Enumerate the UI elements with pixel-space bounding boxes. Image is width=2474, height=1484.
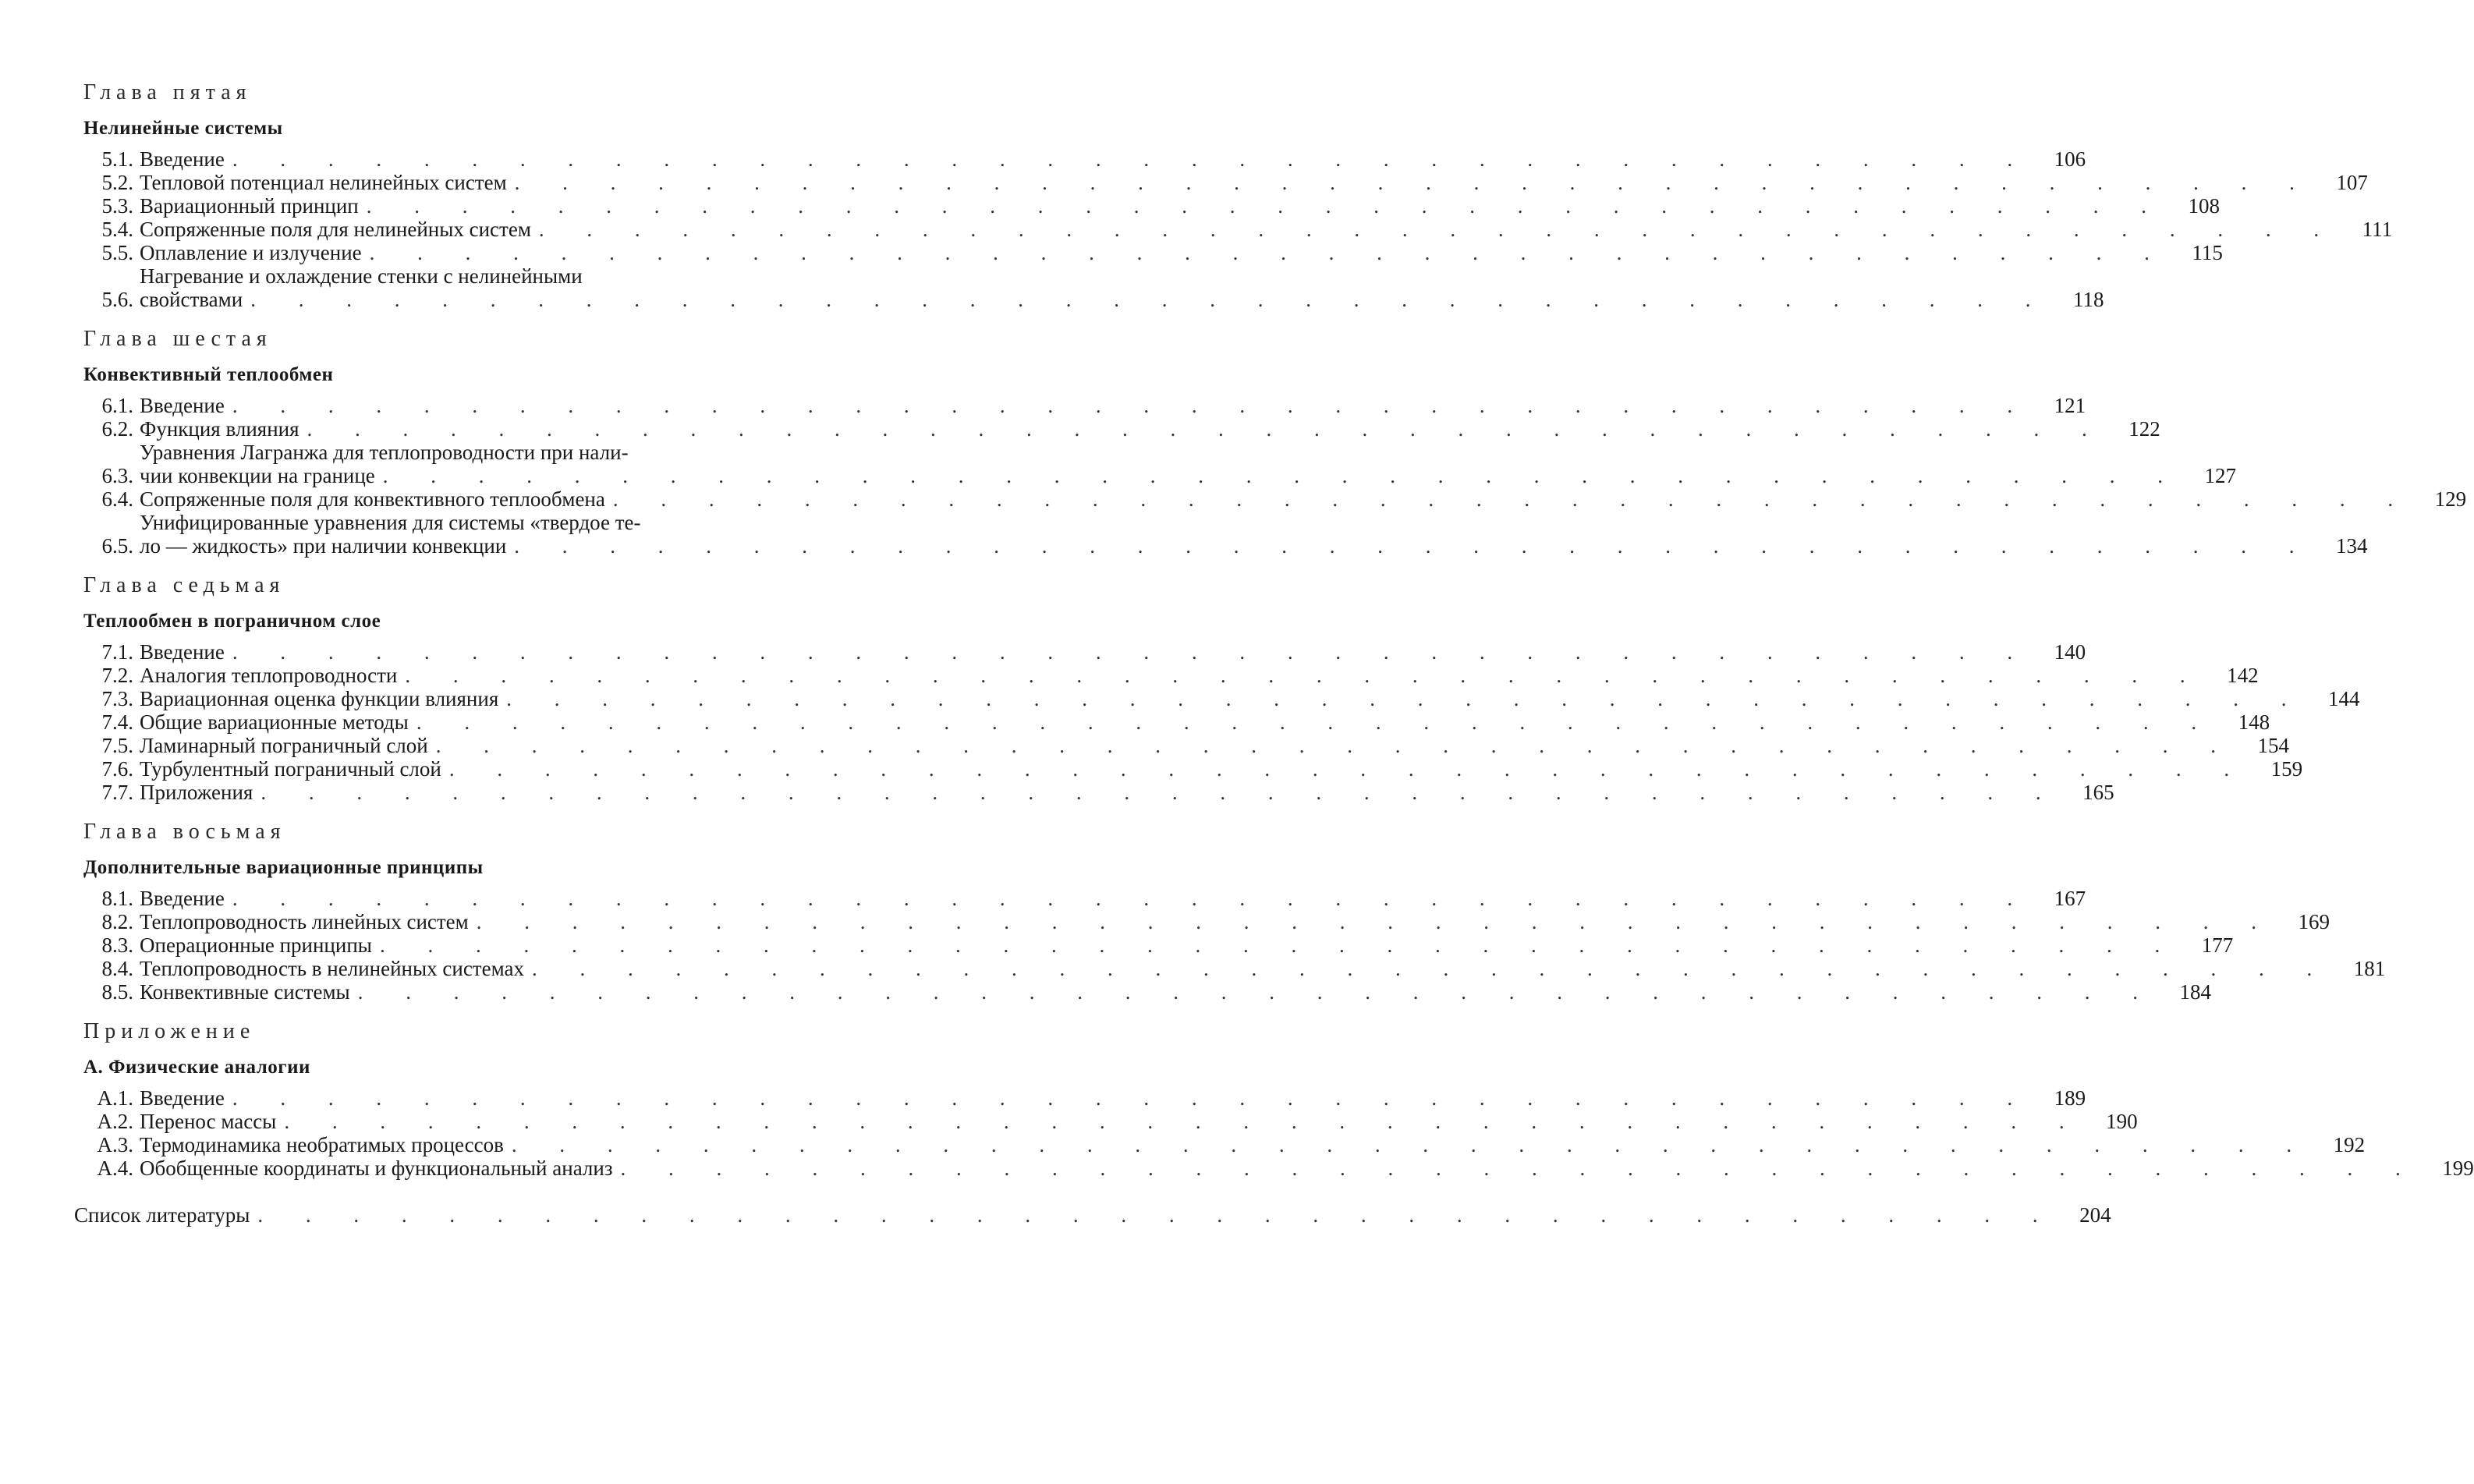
entry-line <box>140 147 2031 171</box>
page-number: 144 <box>2328 687 2360 710</box>
entry-text <box>140 1156 2419 1180</box>
toc-entry <box>74 910 2330 933</box>
dot-leader <box>441 757 2248 781</box>
entry-line <box>140 218 2338 241</box>
toc-entry <box>74 710 2270 734</box>
entry-text <box>140 1133 2310 1156</box>
entry-title: Введение <box>140 147 225 171</box>
entry-line <box>140 1133 2310 1156</box>
entry-title: свойствами <box>140 288 243 311</box>
page-number: 204 <box>2079 1203 2111 1227</box>
toc-entry <box>74 394 2086 417</box>
dot-leader <box>524 957 2330 980</box>
chapter-title: Дополнительные вариационные принципы <box>83 857 484 878</box>
entry-number: 6.3. <box>101 464 133 487</box>
entry-title: Приложения <box>140 781 253 804</box>
chapter-title: Конвективный теплообмен <box>83 364 334 385</box>
entry-text <box>140 781 2060 804</box>
toc-entry <box>74 511 2368 558</box>
entry-text <box>140 887 2031 910</box>
toc-entry <box>74 781 2114 804</box>
entry-line <box>140 417 2106 441</box>
entry-number: 6.2. <box>101 417 133 441</box>
entry-text <box>140 1110 2083 1133</box>
entry-line <box>140 1110 2083 1133</box>
entry-number: А.1. <box>97 1086 133 1110</box>
entry-text <box>140 487 2412 511</box>
dot-leader <box>605 487 2412 511</box>
toc-entry <box>74 933 2234 957</box>
entry-text <box>140 417 2106 441</box>
dot-leader <box>372 933 2178 957</box>
entry-number: 5.4. <box>101 218 133 241</box>
dot-leader <box>225 1086 2031 1110</box>
entry-title: Вариационная оценка функции влияния <box>140 687 499 710</box>
page-number: 121 <box>2054 394 2086 417</box>
bibliography-line <box>74 1203 2057 1227</box>
page-number: 199 <box>2442 1156 2474 1180</box>
entry-text <box>140 241 2168 264</box>
page-number: 142 <box>2227 664 2259 687</box>
page-number: 181 <box>2353 957 2386 980</box>
page-number: 159 <box>2270 757 2303 781</box>
page-number: 107 <box>2336 171 2368 194</box>
toc-entry <box>74 664 2259 687</box>
chapter-label: Глава пятая <box>83 80 252 104</box>
entry-title: Введение <box>140 887 225 910</box>
dot-leader <box>253 781 2059 804</box>
dot-leader <box>225 640 2031 664</box>
toc-entry <box>74 957 2386 980</box>
entry-title: Термодинамика необратимых процессов <box>140 1133 504 1156</box>
toc-entry <box>74 171 2368 194</box>
entry-line <box>140 194 2165 218</box>
entry-number: 7.4. <box>101 710 133 734</box>
dot-leader <box>506 534 2313 558</box>
dot-leader <box>531 218 2338 241</box>
page-number: 115 <box>2192 241 2223 264</box>
entry-line <box>140 171 2313 194</box>
chapter-label: Глава шестая <box>83 327 272 351</box>
entry-title: Функция влияния <box>140 417 300 441</box>
page-number: 190 <box>2106 1110 2138 1133</box>
toc-entry <box>74 441 2237 487</box>
entry-text <box>140 640 2031 664</box>
chapter-title: Нелинейные системы <box>83 118 283 139</box>
toc-entry <box>74 264 2104 311</box>
entry-title: Ламинарный пограничный слой <box>140 734 428 757</box>
dot-leader <box>276 1110 2082 1133</box>
entry-line <box>140 734 2235 757</box>
toc-entry <box>74 757 2303 781</box>
entry-text <box>140 757 2248 781</box>
entry-number: 5.3. <box>101 194 133 218</box>
chapter-section <box>74 325 2467 558</box>
toc-entry <box>74 1133 2366 1156</box>
dot-leader <box>428 734 2235 757</box>
toc-entry <box>74 417 2160 441</box>
bibliography-title: Список литературы <box>74 1203 250 1227</box>
entry-title: Сопряженные поля для нелинейных систем <box>140 218 531 241</box>
chapter-section <box>74 1018 2474 1180</box>
toc-entry <box>74 734 2289 757</box>
entry-line <box>140 288 2049 311</box>
dot-leader <box>225 394 2031 417</box>
page-number: 169 <box>2298 910 2330 933</box>
entry-number: 7.3. <box>101 687 133 710</box>
entry-number: 8.2. <box>101 910 133 933</box>
chapter-section <box>74 818 2386 1004</box>
entry-title-first-line: Нагревание и охлаждение стенки с нелинейными <box>140 264 583 288</box>
dot-leader <box>362 241 2168 264</box>
toc-entry <box>74 1156 2474 1180</box>
chapter-title: Теплообмен в пограничном слое <box>83 611 381 632</box>
entry-title: Обобщенные координаты и функциональный анализ <box>140 1156 613 1180</box>
entry-text <box>140 264 2049 311</box>
page-number: 189 <box>2054 1086 2086 1110</box>
toc-entry <box>74 980 2211 1004</box>
table-of-contents <box>74 74 2474 1227</box>
page-number: 165 <box>2082 781 2114 804</box>
entry-number: 5.5. <box>101 241 133 264</box>
entry-line <box>140 781 2060 804</box>
chapter-title: А. Физические аналогии <box>83 1057 310 1078</box>
entry-text <box>140 441 2182 487</box>
entry-title: Перенос массы <box>140 1110 277 1133</box>
entry-title: Теплопроводность линейных систем <box>140 910 469 933</box>
entry-number: А.4. <box>97 1156 133 1180</box>
entry-number: 6.4. <box>101 487 133 511</box>
toc-entry <box>74 241 2223 264</box>
page-number: 140 <box>2054 640 2086 664</box>
page-number: 129 <box>2434 487 2467 511</box>
entry-title: Конвективные системы <box>140 980 350 1004</box>
entry-text <box>140 710 2215 734</box>
entry-title: Оплавление и излучение <box>140 241 362 264</box>
entry-text <box>140 687 2306 710</box>
entry-text <box>140 957 2330 980</box>
page-number: 177 <box>2201 933 2234 957</box>
entry-text <box>140 1086 2031 1110</box>
entry-line <box>140 394 2031 417</box>
toc-entry <box>74 194 2221 218</box>
page-number: 184 <box>2179 980 2211 1004</box>
dot-leader <box>350 980 2157 1004</box>
entry-number: 8.4. <box>101 957 133 980</box>
entry-title-first-line: Уравнения Лагранжа для теплопроводности при нали- <box>140 441 629 464</box>
dot-leader <box>300 417 2106 441</box>
entry-text <box>140 218 2338 241</box>
entry-line <box>140 534 2313 558</box>
chapter-label: Глава седьмая <box>83 573 285 597</box>
page-number: 108 <box>2188 194 2221 218</box>
chapter-section <box>74 79 2393 311</box>
entry-title: Теплопроводность в нелинейных системах <box>140 957 524 980</box>
entry-line <box>140 1086 2031 1110</box>
toc-entry <box>74 218 2393 241</box>
entry-line <box>140 640 2031 664</box>
entry-text <box>140 980 2157 1004</box>
entry-title: Сопряженные поля для конвективного теплообмена <box>140 487 605 511</box>
entry-line <box>140 757 2248 781</box>
entry-title: Общие вариационные методы <box>140 710 409 734</box>
entry-line <box>140 910 2275 933</box>
entry-text <box>140 171 2313 194</box>
toc-entry <box>74 487 2467 511</box>
dot-leader <box>613 1156 2419 1180</box>
dot-leader <box>375 464 2182 487</box>
dot-leader <box>504 1133 2310 1156</box>
page-number: 148 <box>2238 710 2270 734</box>
entry-number: 8.5. <box>101 980 133 1004</box>
toc-entry <box>74 147 2086 171</box>
page-number: 118 <box>2072 288 2104 311</box>
entry-line <box>140 887 2031 910</box>
entry-number: А.3. <box>97 1133 133 1156</box>
dot-leader <box>225 147 2031 171</box>
page-number: 111 <box>2362 218 2393 241</box>
dot-leader <box>225 887 2031 910</box>
entry-text <box>140 147 2031 171</box>
page-number: 106 <box>2054 147 2086 171</box>
chapter-section <box>74 572 2360 804</box>
entry-number: 7.7. <box>101 781 133 804</box>
entry-line <box>140 957 2330 980</box>
dot-leader <box>397 664 2203 687</box>
entry-line <box>140 487 2412 511</box>
page-number: 167 <box>2054 887 2086 910</box>
chapter-label: Глава восьмая <box>83 820 286 844</box>
page-number: 122 <box>2128 417 2160 441</box>
entry-title-first-line: Унифицированные уравнения для системы «твердое те- <box>140 511 641 534</box>
chapter-label: Приложение <box>83 1019 256 1043</box>
entry-title: чии конвекции на границе <box>140 464 375 487</box>
entry-line <box>140 664 2204 687</box>
entry-number: А.2. <box>97 1110 133 1133</box>
entry-line <box>140 710 2215 734</box>
dot-leader <box>469 910 2275 933</box>
page-number: 127 <box>2204 464 2237 487</box>
dot-leader <box>243 288 2049 311</box>
toc-entry <box>74 1086 2086 1110</box>
entry-title: Аналогия теплопроводности <box>140 664 398 687</box>
toc-entry <box>74 640 2086 664</box>
entry-number: 7.5. <box>101 734 133 757</box>
entry-title: Тепловой потенциал нелинейных систем <box>140 171 507 194</box>
entry-number: 6.1. <box>101 394 133 417</box>
dot-leader <box>359 194 2165 218</box>
entry-title: Введение <box>140 1086 225 1110</box>
entry-number: 5.1. <box>101 147 133 171</box>
entry-text <box>140 664 2204 687</box>
bibliography-entry <box>74 1203 2111 1227</box>
dot-leader <box>498 687 2305 710</box>
toc-entry <box>74 687 2360 710</box>
dot-leader <box>409 710 2215 734</box>
entry-number: 5.2. <box>101 171 133 194</box>
entry-number: 6.5. <box>101 534 133 558</box>
entry-line <box>140 241 2168 264</box>
entry-title: Вариационный принцип <box>140 194 359 218</box>
page-number: 154 <box>2257 734 2289 757</box>
entry-line <box>140 464 2182 487</box>
entry-number: 5.6. <box>101 288 133 311</box>
entry-text <box>140 511 2313 558</box>
entry-line <box>140 980 2157 1004</box>
entry-text <box>140 910 2275 933</box>
entry-text <box>140 194 2165 218</box>
entry-number: 7.1. <box>101 640 133 664</box>
toc-entry <box>74 1110 2138 1133</box>
entry-line <box>140 1156 2419 1180</box>
entry-title: Введение <box>140 640 225 664</box>
entry-title: Операционные принципы <box>140 933 372 957</box>
entry-line <box>140 933 2178 957</box>
entry-text <box>140 734 2235 757</box>
entry-text <box>140 394 2031 417</box>
entry-number: 7.6. <box>101 757 133 781</box>
entry-text <box>140 933 2178 957</box>
toc-entry <box>74 887 2086 910</box>
entry-title: Турбулентный пограничный слой <box>140 757 441 781</box>
entry-number: 7.2. <box>101 664 133 687</box>
entry-title: ло — жидкость» при наличии конвекции <box>140 534 507 558</box>
dot-leader <box>507 171 2313 194</box>
entry-number: 8.3. <box>101 933 133 957</box>
dot-leader <box>250 1203 2056 1227</box>
entry-number: 8.1. <box>101 887 133 910</box>
entry-title: Введение <box>140 394 225 417</box>
page-number: 134 <box>2336 534 2368 558</box>
entry-line <box>140 687 2306 710</box>
page-number: 192 <box>2333 1133 2366 1156</box>
